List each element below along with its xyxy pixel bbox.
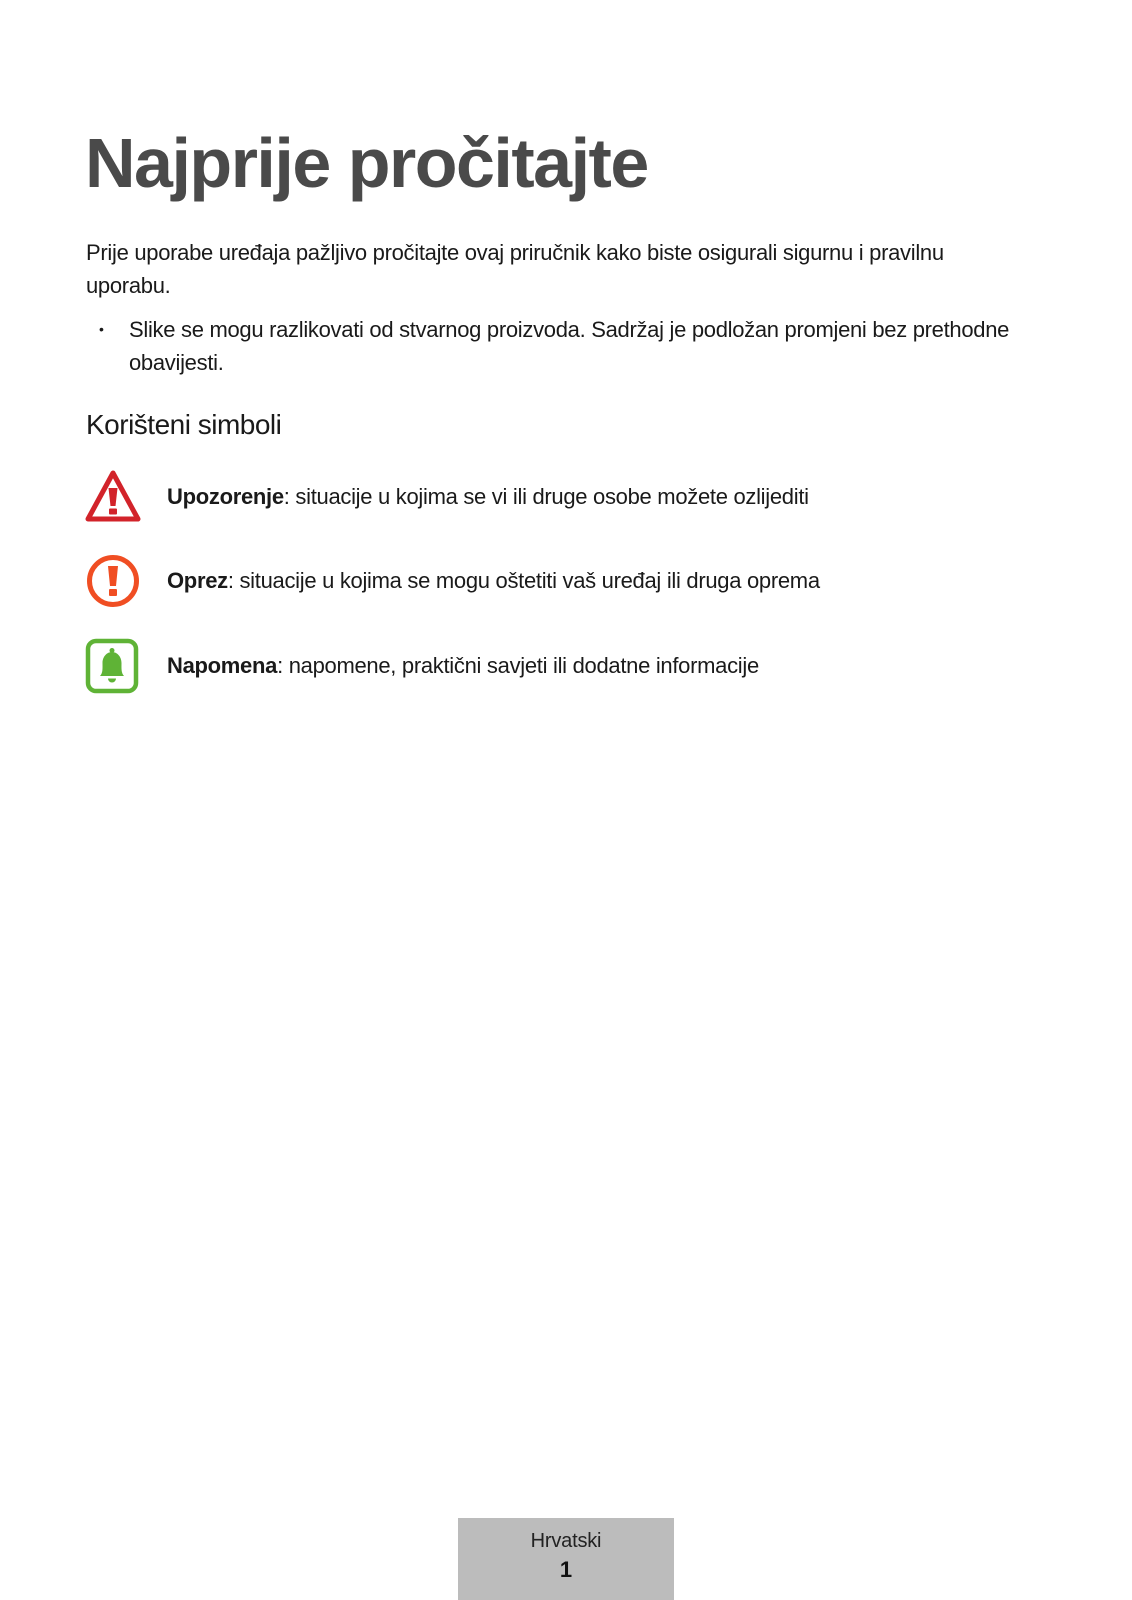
symbol-row-warning xyxy=(85,469,1045,525)
intro-paragraph: Prije uporabe uređaja pažljivo pročitajte ovaj priručnik kako biste osigurali sigurnu i pravilnu uporabu. xyxy=(86,240,944,298)
bullet-text: Slike se mogu razlikovati od stvarnog proizvoda. Sadržaj je podložan promjeni bez prethodne obavijesti. xyxy=(129,317,1010,375)
page-footer xyxy=(458,1518,674,1600)
section-title: Korišteni simboli xyxy=(86,409,282,440)
symbol-term: Napomena xyxy=(167,653,278,678)
symbol-description xyxy=(167,482,809,512)
symbol-term: Oprez xyxy=(167,568,228,593)
note-bell-icon xyxy=(85,638,141,694)
symbol-detail: : situacije u kojima se vi ili druge osobe možete ozlijediti xyxy=(283,484,809,509)
list-item xyxy=(86,313,1016,379)
notice-list xyxy=(86,313,1016,379)
warning-triangle-icon xyxy=(85,469,141,525)
symbol-detail: : napomene, praktični savjeti ili dodatne informacije xyxy=(277,653,759,678)
symbol-row-caution xyxy=(85,553,1045,609)
footer-language: Hrvatski xyxy=(530,1530,602,1552)
symbol-row-note xyxy=(85,638,1045,694)
symbol-description xyxy=(167,566,820,596)
page-number: 1 xyxy=(559,1557,573,1582)
symbol-description xyxy=(167,651,759,681)
symbol-detail: : situacije u kojima se mogu oštetiti vaš uređaj ili druga oprema xyxy=(227,568,820,593)
bullet-marker: • xyxy=(99,321,104,337)
page-title: Najprije pročitajte xyxy=(85,124,648,202)
symbol-term: Upozorenje xyxy=(167,484,284,509)
caution-circle-icon xyxy=(85,553,141,609)
